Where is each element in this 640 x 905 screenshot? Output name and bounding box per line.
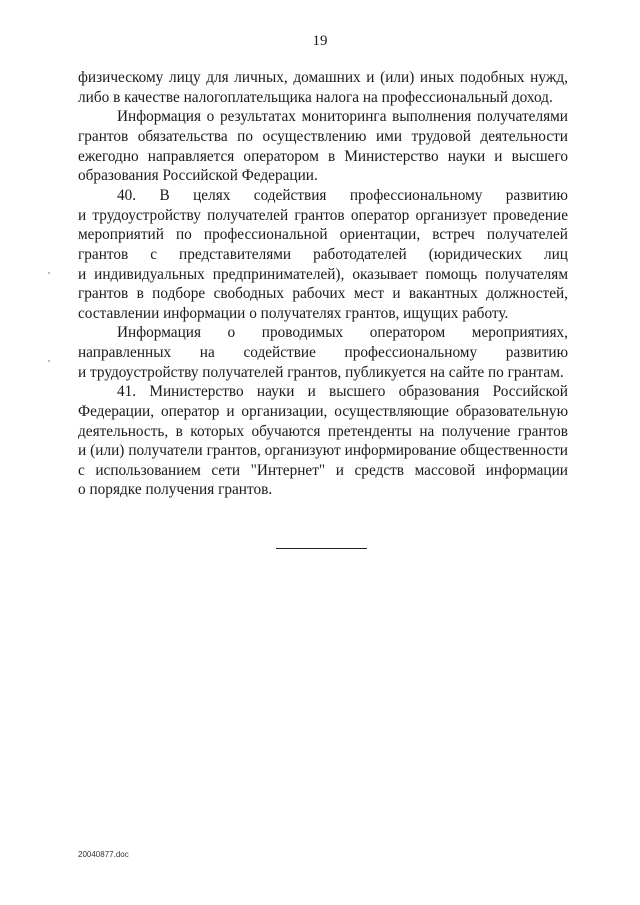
text-line: деятельность, в которых обучаются претенденты на получение грантов	[78, 423, 568, 440]
text-line: грантов с представителями работодателей (юридических лиц	[78, 246, 568, 263]
text-line: составлении информации о получателях грантов, ищущих работу.	[78, 305, 509, 322]
text-line: мероприятий по профессиональной ориентации, встреч получателей	[78, 226, 568, 243]
text-line: с использованием сети "Интернет" и средств массовой информации	[78, 462, 568, 479]
text-line: и трудоустройству получателей грантов, публикуется на сайте по грантам.	[78, 364, 564, 381]
text-line: ежегодно направляется оператором в Министерство науки и высшего	[78, 148, 568, 165]
text-line: и индивидуальных предпринимателей), оказывает помощь получателям	[78, 266, 568, 283]
text-line: либо в качестве налогоплательщика налога на профессиональный доход.	[78, 89, 553, 106]
margin-mark	[48, 360, 50, 362]
text-line: Информация о результатах мониторинга выполнения получателями	[117, 108, 568, 125]
text-line: и трудоустройству получателей грантов оператор организует проведение	[78, 207, 568, 224]
text-line: грантов обязательства по осуществлению ими трудовой деятельности	[78, 128, 568, 145]
text-line: 41. Министерство науки и высшего образования Российской	[117, 383, 568, 400]
text-line: о порядке получения грантов.	[78, 481, 273, 498]
margin-mark	[48, 272, 50, 274]
text-line: образования Российской Федерации.	[78, 167, 318, 184]
text-line: 40. В целях содействия профессиональному развитию	[117, 187, 568, 204]
text-line: физическому лицу для личных, домашних и (или) иных подобных нужд,	[78, 69, 568, 86]
footer-filename: 20040877.doc	[78, 850, 129, 859]
text-line: грантов в подборе свободных рабочих мест и вакантных должностей,	[78, 285, 568, 302]
text-line: и (или) получатели грантов, организуют информирование общественности	[78, 442, 568, 459]
text-line: Информация о проводимых оператором мероприятиях,	[117, 324, 568, 341]
end-rule	[276, 548, 367, 549]
page-number: 19	[312, 33, 328, 49]
text-line: Федерации, оператор и организации, осуществляющие образовательную	[78, 403, 568, 420]
text-line: направленных на содействие профессиональному развитию	[78, 344, 568, 361]
